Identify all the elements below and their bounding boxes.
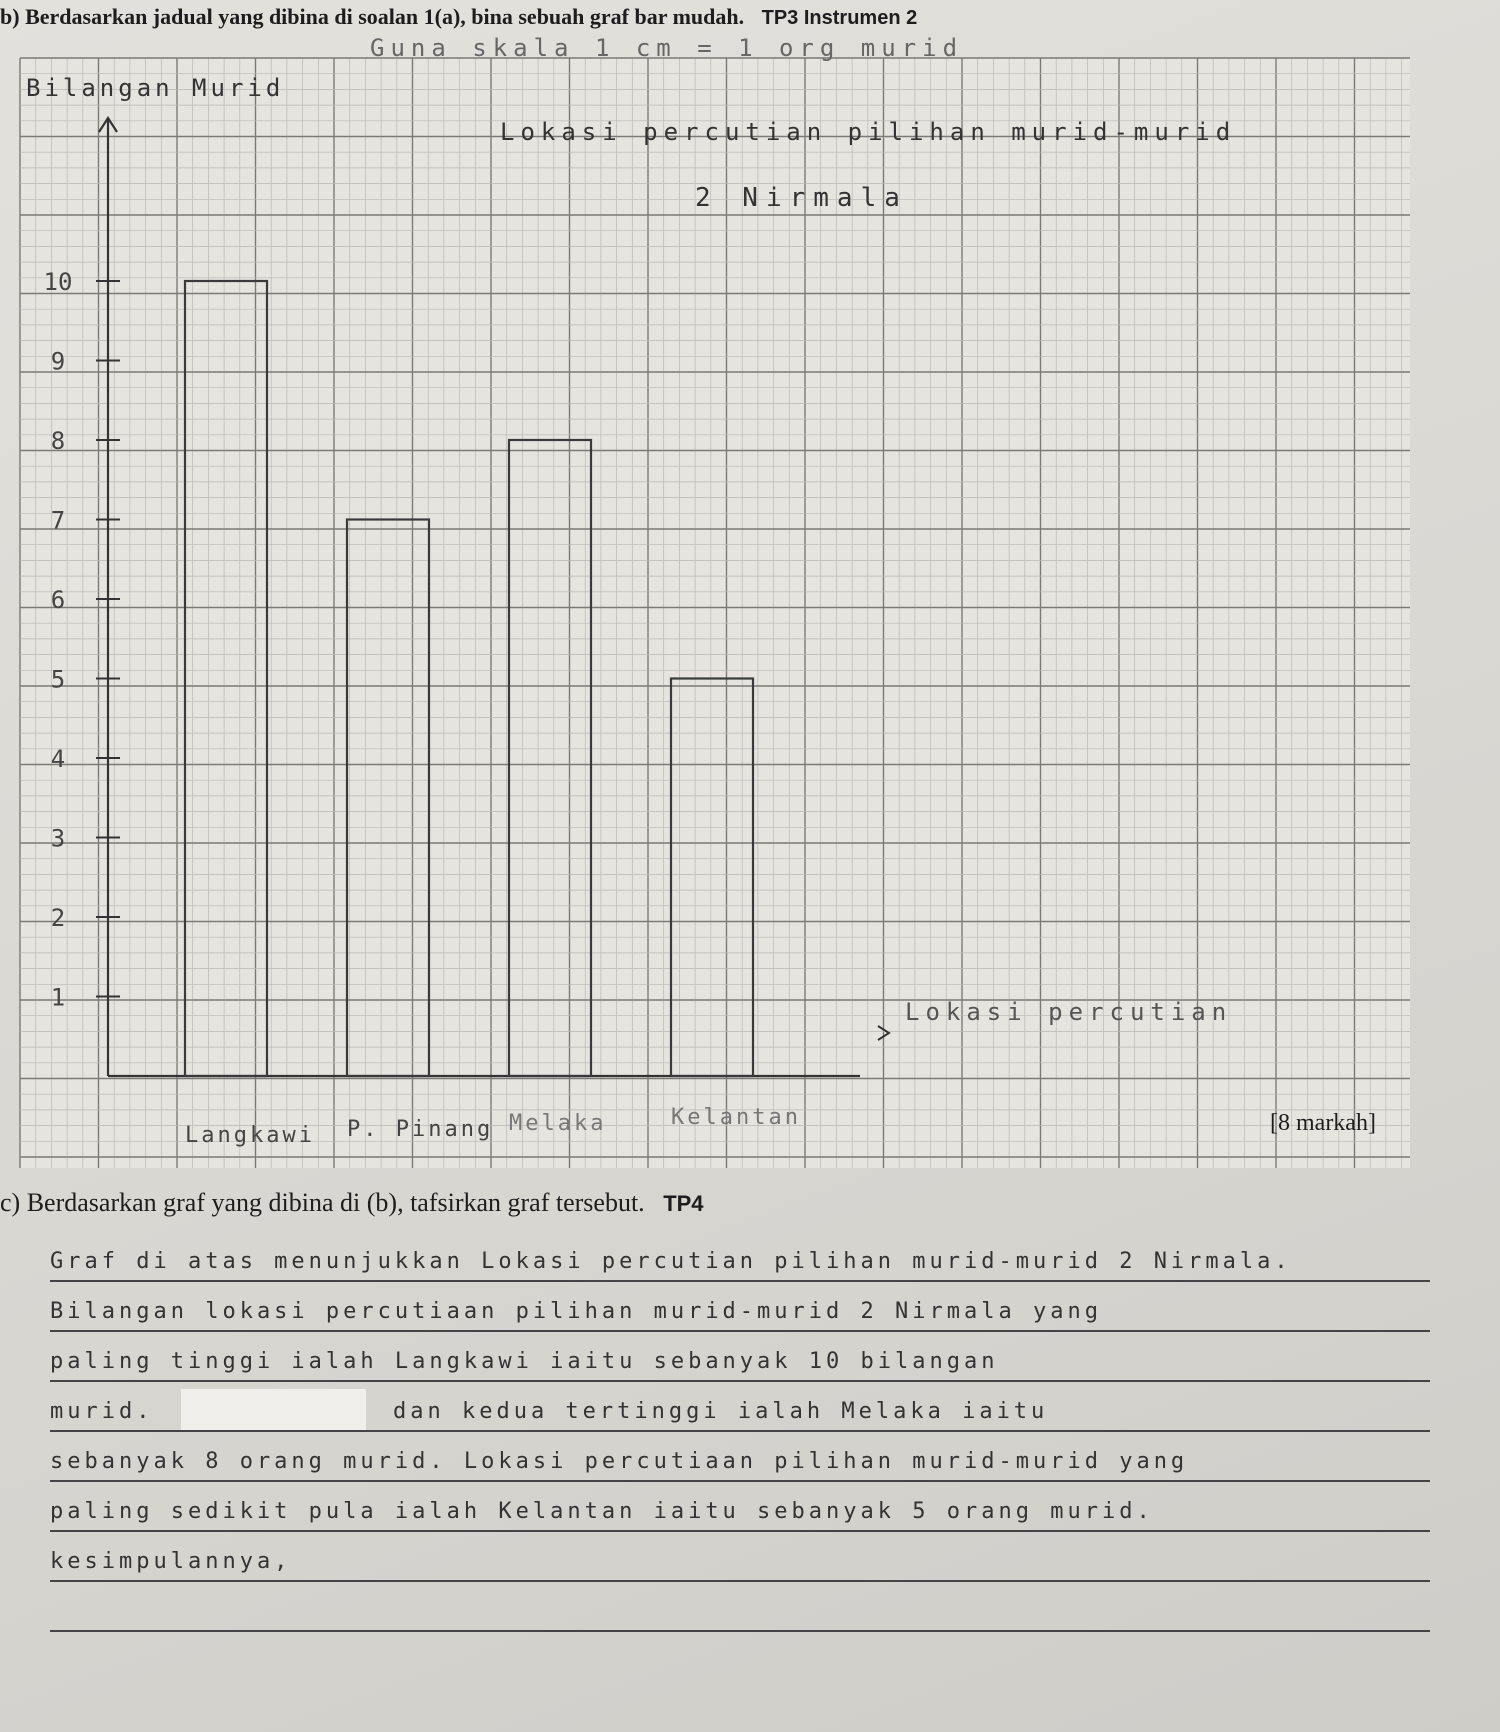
answer-area[interactable] bbox=[50, 1232, 1430, 1632]
y-tick-label: 10 bbox=[43, 268, 73, 296]
y-tick-label: 8 bbox=[50, 427, 66, 455]
y-tick-label: 9 bbox=[50, 347, 66, 376]
answer-line: Bilangan lokasi percutiaan pilihan murid-murid 2 Nirmala yang bbox=[50, 1282, 1430, 1332]
answer-line bbox=[50, 1382, 1430, 1432]
y-tick-label: 3 bbox=[50, 824, 66, 853]
question-c-heading bbox=[0, 1188, 704, 1218]
question-b-text: Berdasarkan jadual yang dibina di soalan 1(a), bina sebuah graf bar mudah. bbox=[25, 4, 745, 29]
x-category-label: Melaka bbox=[509, 1111, 607, 1136]
y-tick-label: 6 bbox=[50, 586, 66, 614]
y-axis-label: Bilangan Murid bbox=[26, 74, 285, 102]
y-tick-label: 1 bbox=[50, 983, 66, 1012]
answer-line: kesimpulannya, bbox=[50, 1532, 1430, 1582]
chart-subtitle: 2 Nirmala bbox=[695, 183, 908, 213]
x-category-label: P. Pinang bbox=[347, 1117, 494, 1142]
answer-line-part: murid. bbox=[50, 1399, 154, 1424]
y-tick-label: 2 bbox=[50, 904, 66, 932]
chart-title: Lokasi percutian pilihan murid-murid bbox=[500, 118, 1237, 146]
question-c-tag: TP4 bbox=[663, 1191, 704, 1216]
question-b-tag: TP3 Instrumen 2 bbox=[761, 7, 918, 29]
x-category-label: Kelantan bbox=[671, 1105, 801, 1130]
answer-line-blank bbox=[50, 1582, 1430, 1632]
y-tick-label: 5 bbox=[50, 665, 66, 694]
question-c-text: Berdasarkan graf yang dibina di (b), tafsirkan graf tersebut. bbox=[26, 1188, 645, 1217]
question-c-label: c) bbox=[0, 1188, 21, 1217]
scale-note: Guna skala 1 cm = 1 org murid bbox=[370, 34, 964, 62]
y-tick-label: 7 bbox=[50, 506, 66, 535]
marks-label: [8 markah] bbox=[1270, 1110, 1376, 1136]
answer-line-part: dan kedua tertinggi ialah Melaka iaitu bbox=[392, 1399, 1049, 1424]
x-category-label: Langkawi bbox=[185, 1123, 315, 1148]
answer-line: Graf di atas menunjukkan Lokasi percutian pilihan murid-murid 2 Nirmala. bbox=[50, 1232, 1430, 1282]
redacted-box bbox=[181, 1389, 366, 1432]
answer-line: paling tinggi ialah Langkawi iaitu sebanyak 10 bilangan bbox=[50, 1332, 1430, 1382]
question-b-label: b) bbox=[0, 4, 20, 29]
y-tick-label: 4 bbox=[50, 745, 66, 773]
x-axis-label: Lokasi percutian bbox=[905, 998, 1233, 1026]
answer-line: sebanyak 8 orang murid. Lokasi percutiaan pilihan murid-murid yang bbox=[50, 1432, 1430, 1482]
answer-line: paling sedikit pula ialah Kelantan iaitu sebanyak 5 orang murid. bbox=[50, 1482, 1430, 1532]
